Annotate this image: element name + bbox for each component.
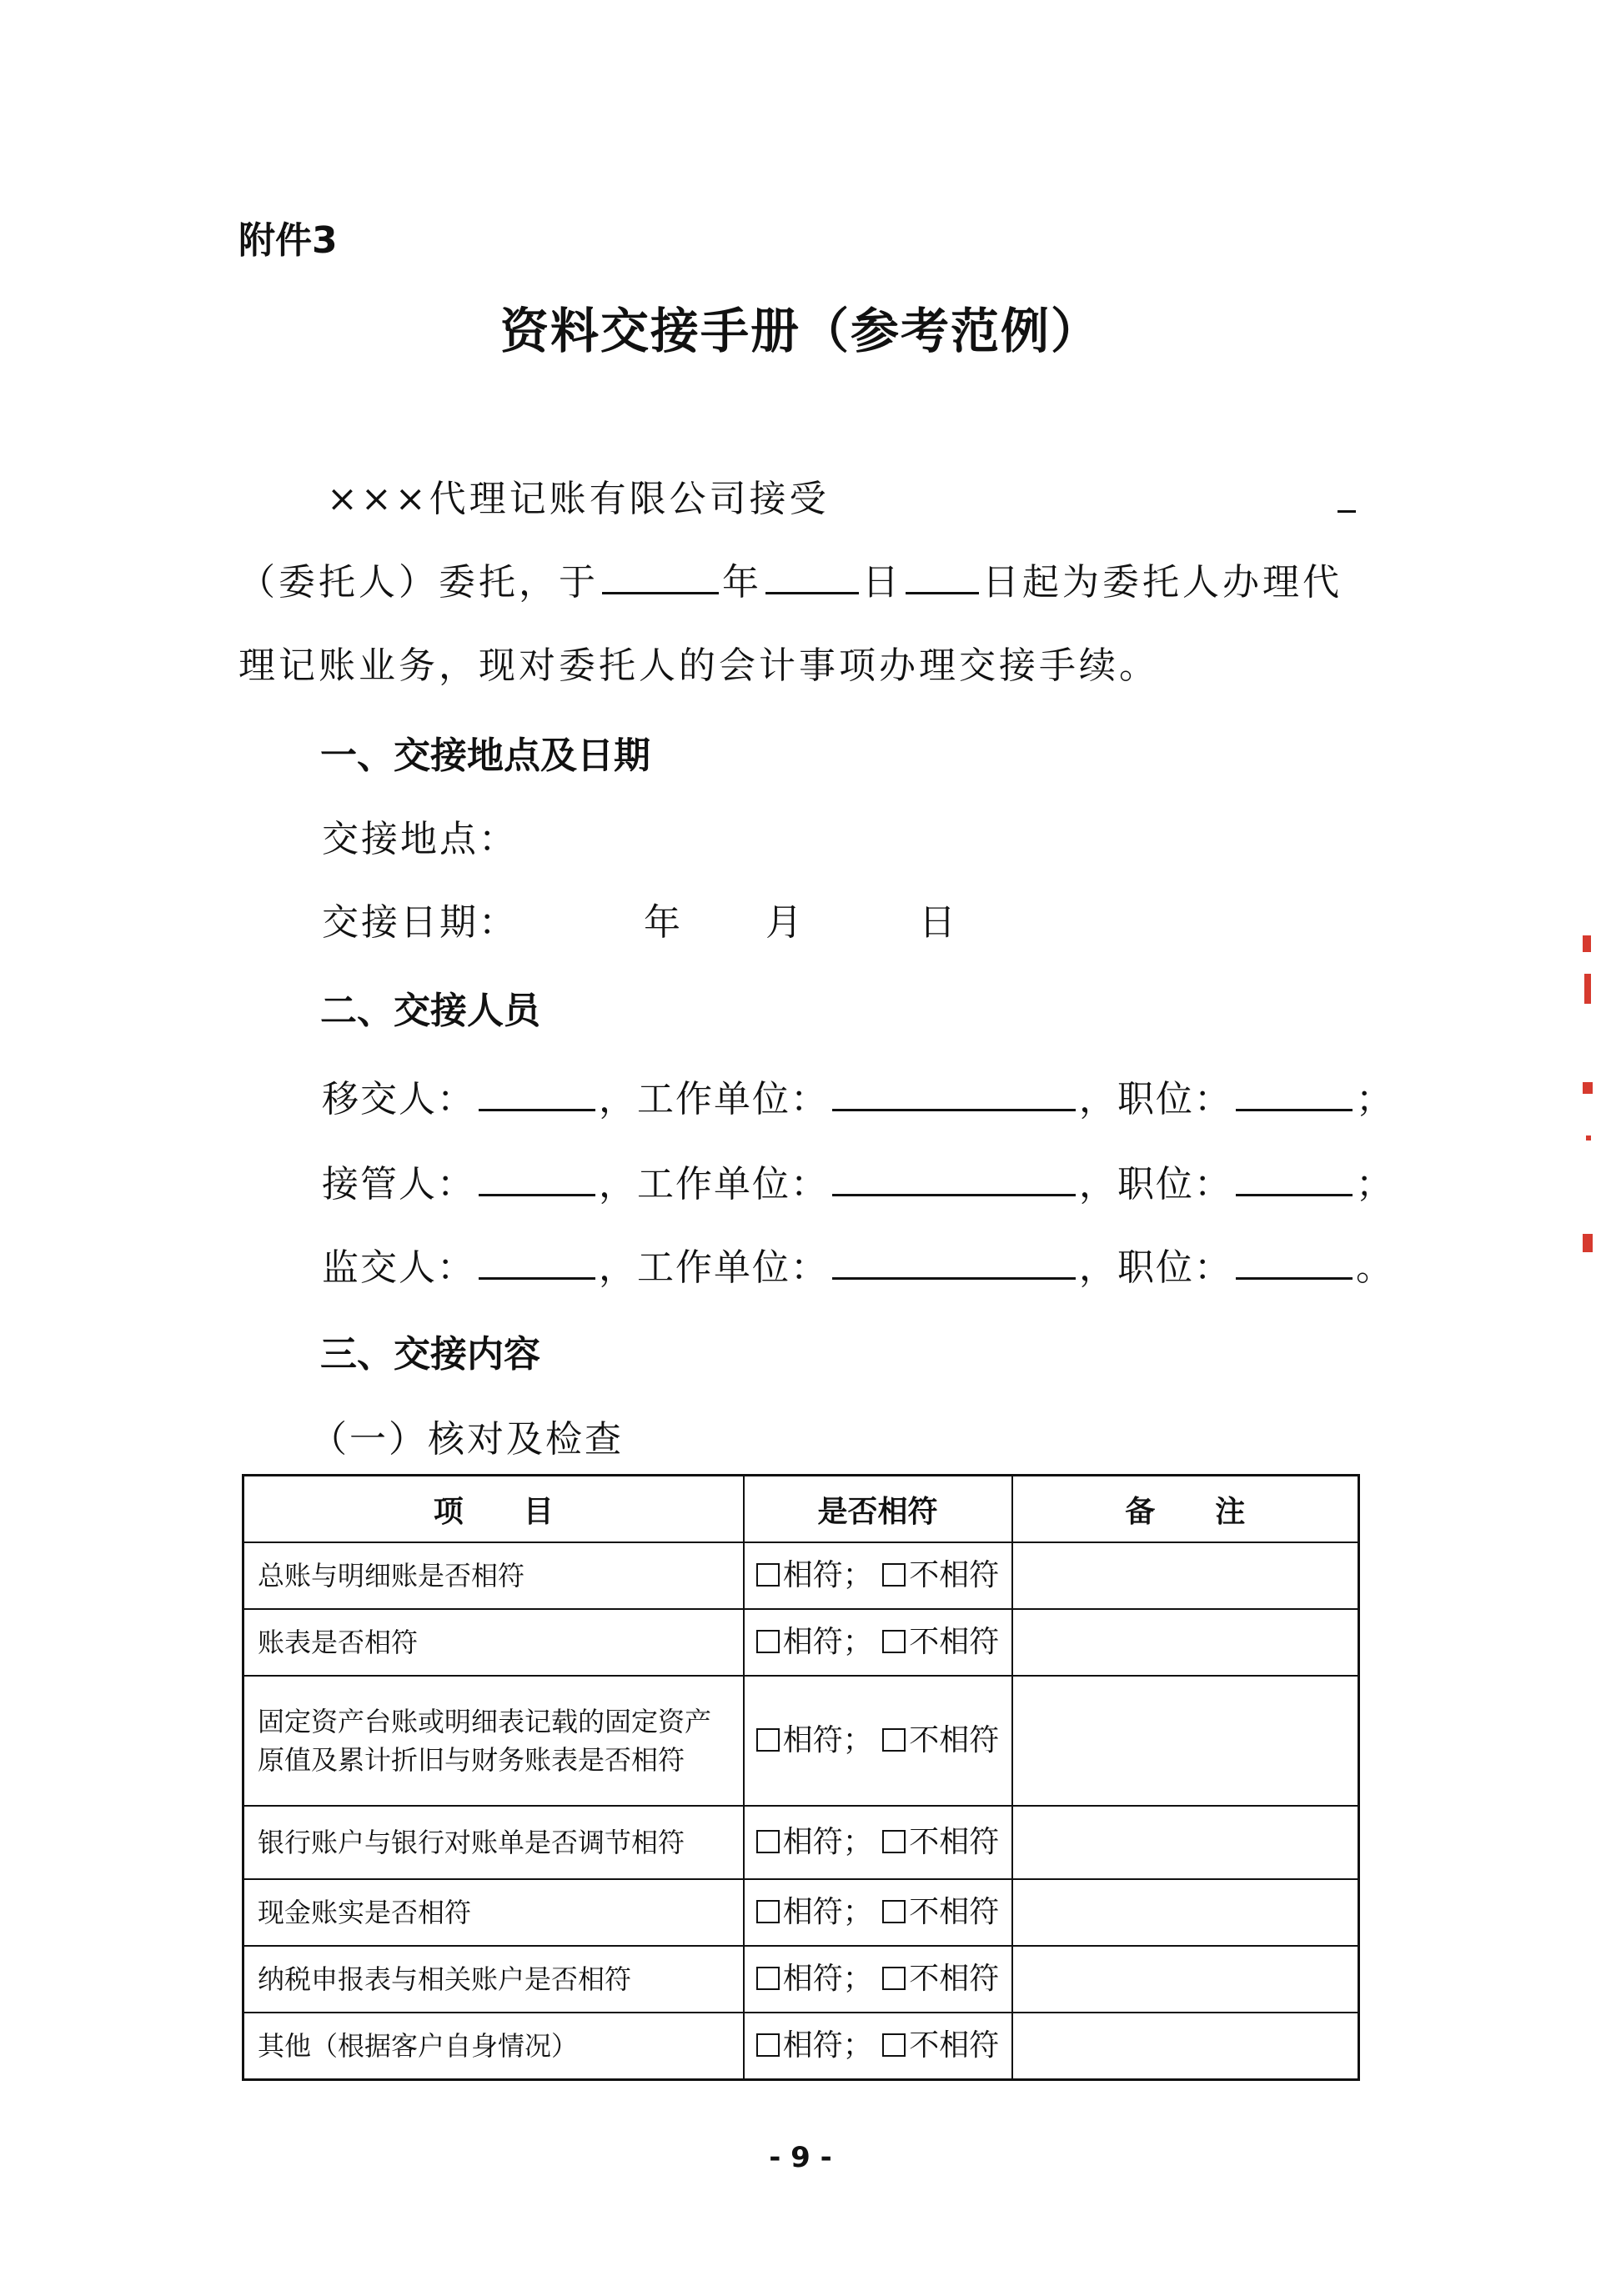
blank-unit (832, 1072, 1076, 1111)
intro-line-1: ×××代理记账有限公司接受 (327, 478, 830, 520)
row-end: 。 (1356, 1246, 1394, 1289)
match-checkbox[interactable] (756, 1967, 780, 1990)
table-row (243, 1946, 1359, 2013)
blank-month (765, 555, 859, 594)
mismatch-checkbox[interactable] (882, 2033, 906, 2057)
row-options (744, 1879, 1012, 1946)
row-options (744, 1609, 1012, 1676)
row-note[interactable] (1012, 1609, 1359, 1676)
receiver-person-row (322, 1154, 1394, 1207)
match-label: 相符； (782, 1723, 873, 1757)
row-end: ； (1356, 1163, 1394, 1206)
stamp-fragment (1586, 1135, 1591, 1140)
header-item: 项 目 (243, 1476, 744, 1543)
intro-line-2 (238, 552, 1343, 605)
row-options (744, 1676, 1012, 1806)
row-item: 现金账实是否相符 (243, 1879, 744, 1946)
match-label: 相符； (782, 1625, 873, 1659)
header-note: 备 注 (1012, 1476, 1359, 1543)
role-label: 移交人： (322, 1078, 475, 1120)
supervisor-person-row (322, 1237, 1394, 1291)
match-label: 相符； (782, 1895, 873, 1929)
row-item: 银行账户与银行对账单是否调节相符 (243, 1806, 744, 1879)
blank-name (479, 1157, 595, 1196)
mismatch-checkbox[interactable] (882, 1967, 906, 1990)
mismatch-label: 不相符 (909, 1962, 1000, 1996)
row-note[interactable] (1012, 1676, 1359, 1806)
row-item: 固定资产台账或明细表记载的固定资产原值及累计折旧与财务账表是否相符 (243, 1676, 744, 1806)
unit-label: ，工作单位： (599, 1246, 829, 1289)
blank-position (1236, 1157, 1353, 1196)
position-label: ，职位： (1079, 1163, 1232, 1206)
blank-position (1236, 1241, 1353, 1280)
row-note[interactable] (1012, 1879, 1359, 1946)
intro-line-2-year: 年 (722, 561, 762, 604)
unit-label: ，工作单位： (599, 1078, 829, 1120)
intro-line-2-suffix: 日起为委托人办理代 (982, 561, 1343, 604)
position-label: ，职位： (1079, 1246, 1232, 1289)
date-year: 年 (644, 901, 683, 944)
row-options (744, 1806, 1012, 1879)
section-1-heading: 一、交接地点及日期 (320, 734, 650, 777)
header-match: 是否相符 (744, 1476, 1012, 1543)
blank-position (1236, 1072, 1353, 1111)
table-header-row (243, 1476, 1359, 1543)
stamp-fragment (1584, 974, 1591, 1004)
mismatch-checkbox[interactable] (882, 1563, 906, 1587)
blank-name (479, 1072, 595, 1111)
match-checkbox[interactable] (756, 1830, 780, 1853)
stamp-fragment (1583, 935, 1591, 952)
appendix-label: 附件3 (238, 219, 338, 262)
match-checkbox[interactable] (756, 2033, 780, 2057)
match-checkbox[interactable] (756, 1630, 780, 1653)
unit-label: ，工作单位： (599, 1163, 829, 1206)
match-label: 相符； (782, 1962, 873, 1996)
row-note[interactable] (1012, 1542, 1359, 1609)
stamp-fragment (1583, 1082, 1593, 1094)
page-title: 资料交接手册（参考范例） (499, 303, 1101, 359)
match-label: 相符； (782, 2028, 873, 2063)
blank-unit (832, 1157, 1076, 1196)
mismatch-label: 不相符 (909, 1723, 1000, 1757)
blank-day (906, 555, 979, 594)
date-month: 月 (765, 901, 805, 944)
role-label: 监交人： (322, 1246, 475, 1289)
match-checkbox[interactable] (756, 1563, 780, 1587)
table-row (243, 1676, 1359, 1806)
mismatch-checkbox[interactable] (882, 1630, 906, 1653)
table-row (243, 2013, 1359, 2079)
handover-person-row (322, 1069, 1394, 1122)
section-3-heading: 三、交接内容 (320, 1333, 540, 1376)
intro-line-3: 理记账业务，现对委托人的会计事项办理交接手续。 (238, 644, 1159, 687)
table-row (243, 1609, 1359, 1676)
match-label: 相符； (782, 1558, 873, 1592)
sub-heading: （一）核对及检查 (310, 1418, 624, 1461)
blank-year (602, 555, 719, 594)
blank-unit (832, 1241, 1076, 1280)
row-note[interactable] (1012, 1806, 1359, 1879)
section-2-heading: 二、交接人员 (320, 990, 540, 1032)
role-label: 接管人： (322, 1163, 475, 1206)
row-options (744, 2013, 1012, 2079)
row-options (744, 1946, 1012, 2013)
mismatch-label: 不相符 (909, 1558, 1000, 1592)
table-row (243, 1806, 1359, 1879)
blank-name (479, 1241, 595, 1280)
location-label: 交接地点： (322, 818, 518, 860)
date-day: 日 (919, 901, 958, 944)
match-label: 相符； (782, 1825, 873, 1859)
intro-line-2-day: 日 (862, 561, 902, 604)
stamp-fragment (1583, 1234, 1593, 1252)
row-item: 账表是否相符 (243, 1609, 744, 1676)
position-label: ，职位： (1079, 1078, 1232, 1120)
row-item: 纳税申报表与相关账户是否相符 (243, 1946, 744, 2013)
intro-line-2-prefix: （委托人）委托，于 (238, 561, 599, 604)
row-note[interactable] (1012, 1946, 1359, 2013)
check-table (242, 1474, 1360, 2081)
table-row (243, 1879, 1359, 1946)
mismatch-label: 不相符 (909, 2028, 1000, 2063)
date-label: 交接日期： (322, 901, 518, 944)
row-item: 其他（根据客户自身情况） (243, 2013, 744, 2079)
row-options (744, 1542, 1012, 1609)
mismatch-label: 不相符 (909, 1625, 1000, 1659)
mismatch-checkbox[interactable] (882, 1830, 906, 1853)
mismatch-label: 不相符 (909, 1895, 1000, 1929)
page-number: - 9 - (769, 2141, 832, 2174)
mismatch-checkbox[interactable] (882, 1728, 906, 1752)
row-end: ； (1356, 1078, 1394, 1120)
match-checkbox[interactable] (756, 1728, 780, 1752)
table-row (243, 1542, 1359, 1609)
row-item: 总账与明细账是否相符 (243, 1542, 744, 1609)
mismatch-label: 不相符 (909, 1825, 1000, 1859)
mismatch-checkbox[interactable] (882, 1900, 906, 1923)
match-checkbox[interactable] (756, 1900, 780, 1923)
row-note[interactable] (1012, 2013, 1359, 2079)
blank-line-short (1338, 510, 1356, 513)
